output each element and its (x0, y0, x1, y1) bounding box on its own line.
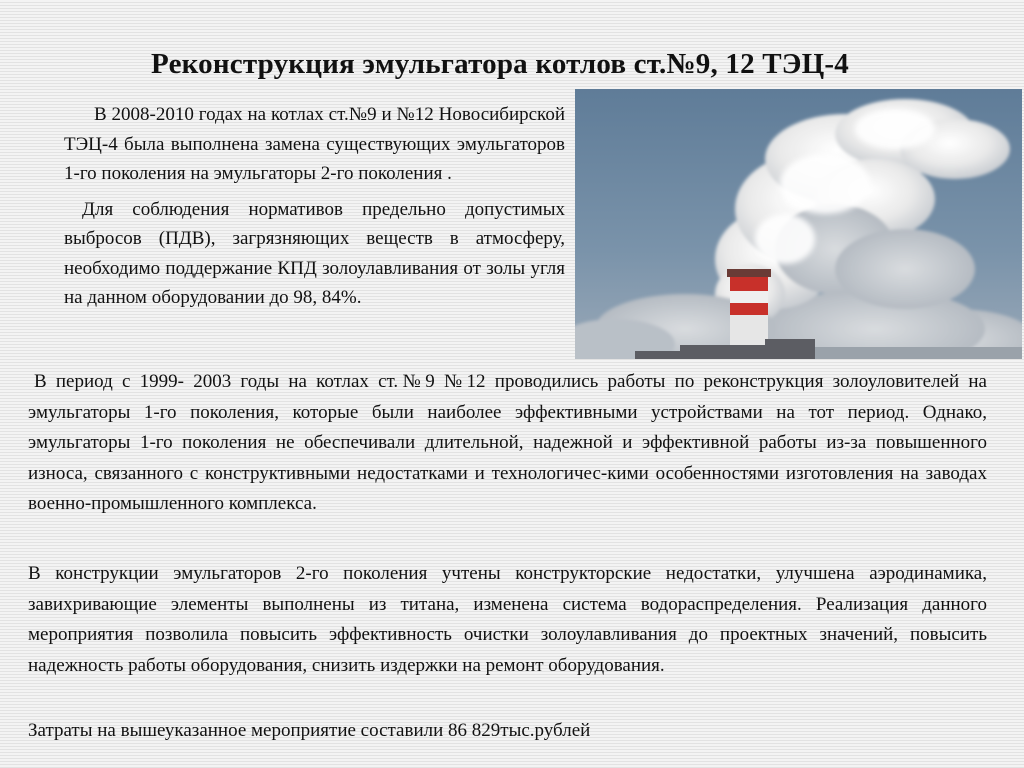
cost-line: Затраты на вышеуказанное мероприятие составили 86 829тыс.рублей (28, 720, 591, 741)
emission-norms-paragraph: Для соблюдения нормативов предельно допустимых выбросов (ПДВ), загрязняющих веществ в атмосферу, необходимо поддержание КПД золоулавливания от золы угля на данном оборудовании до 98, 84%. (64, 198, 565, 308)
design-paragraph: В конструкции эмульгаторов 2-го поколения учтены конструкторские недостатки, улучшена аэродинамика, завихривающие элементы выполнены из титана, изменена система водораспределения. Реализация данного мероприятия позволила повысить эффективность очистки золоулавливания до проектных значений, повысить надежность работы оборудования, снизить издержки на ремонт оборудования. (28, 563, 987, 676)
smokestack-photo (575, 89, 1022, 359)
slide-title: Реконструкция эмульгатора котлов ст.№9, 12 ТЭЦ-4 (151, 48, 849, 80)
intro-paragraph: В 2008-2010 годах на котлах ст.№9 и №12 Новосибирской ТЭЦ-4 была выполнена замена существующих эмульгаторов 1-го поколения на эмульгаторы 2-го поколения . (64, 104, 565, 184)
left-text-column (64, 100, 565, 313)
history-paragraph: В период с 1999- 2003 годы на котлах ст.№9 №12 проводились работы по реконструкция золоуловителей на эмульгаторы 1-го поколения, которые были наиболее эффективными устройствами на тот период. Однако, эмульгаторы 1-го поколения не обеспечивали длительной, надежной и эффективной работы из-за повышенного износа, связанного с конструктивными недостатками и технологичес-кими особенностями изготовления на заводах военно-промышленного комплекса. (28, 371, 987, 514)
